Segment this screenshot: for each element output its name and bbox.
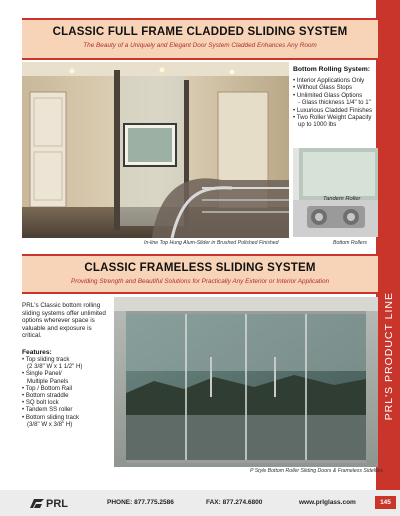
list-item: (3/8" W x 3/8" H) [27,420,73,428]
section1-subtitle: The Beauty of a Uniquely and Elegant Door System Cladded Enhances Any Room [83,42,317,49]
section1-banner [22,18,378,60]
list-item: up to 1000 lbs [298,121,337,129]
list-item: • Top / Bottom Rail [22,384,73,392]
prl-logo [30,498,68,510]
section1-inset-caption: Bottom Rollers [333,240,368,246]
section2-caption: P Style Bottom Roller Sliding Doors & Frameless Sidelites [250,468,384,474]
frameless-door-photo [114,297,378,467]
list-item: • Luxurious Cladded Finishes [293,106,373,114]
list-item: • Unlimited Glass Options [293,91,363,99]
list-item: • Without Glass Stops [293,84,353,92]
list-item: • Bottom straddle [22,392,69,400]
features-title: Features: [22,349,52,356]
bottom-rollers-photo [293,148,378,237]
footer-fax: FAX: 877.274.6800 [206,499,263,506]
product-line-sidebar [376,0,400,490]
tandem-roller-label: Tandem Roller [323,196,361,202]
sidebar-label: PRL'S PRODUCT LINE [383,292,395,421]
list-item: • SQ bolt lock [22,399,59,407]
list-item: • Top sliding track [22,356,70,363]
section2-subtitle: Providing Strength and Beautiful Solutions for Practically Any Exterior or Interior Application [70,278,330,285]
footer-phone: PHONE: 877.775.2586 [107,499,174,506]
prl-logo-icon [30,499,44,508]
list-item: • Single Panel/ [22,370,62,378]
list-item: Multiple Panels [27,377,69,385]
section2-banner [22,254,378,294]
list-item: • Bottom sliding track [22,413,79,421]
section2-title: CLASSIC FRAMELESS SLIDING SYSTEM [84,262,316,274]
cladded-door-photo [22,62,289,238]
features-list [22,349,110,428]
list-item: • Interior Applications Only [293,77,365,84]
list-item: - Glass thickness 1/4" to 1" [298,99,371,107]
page-number: 145 [375,496,396,509]
section1-main-caption: In-line Top Hung Alum-Slider in Brushed Polished Finished [144,240,279,246]
list-item: • Tandem SS roller [22,406,73,414]
logo-text: PRL [46,498,68,510]
page-footer [0,490,400,516]
list-item: (2 3/8" W x 1 1/2" H) [27,363,83,371]
list-item: • Two Roller Weight Capacity [293,114,372,122]
footer-website[interactable]: www.prlglass.com [299,499,356,506]
bottom-rolling-system-list [293,66,379,129]
section1-title: CLASSIC FULL FRAME CLADDED SLIDING SYSTEM [52,26,348,38]
section2-intro: PRL's Classic bottom rolling sliding systems offer unlimited options wherever space is valuable and exposure is critical. [22,302,106,339]
bottom-rolling-system-title: Bottom Rolling System: [293,66,371,73]
